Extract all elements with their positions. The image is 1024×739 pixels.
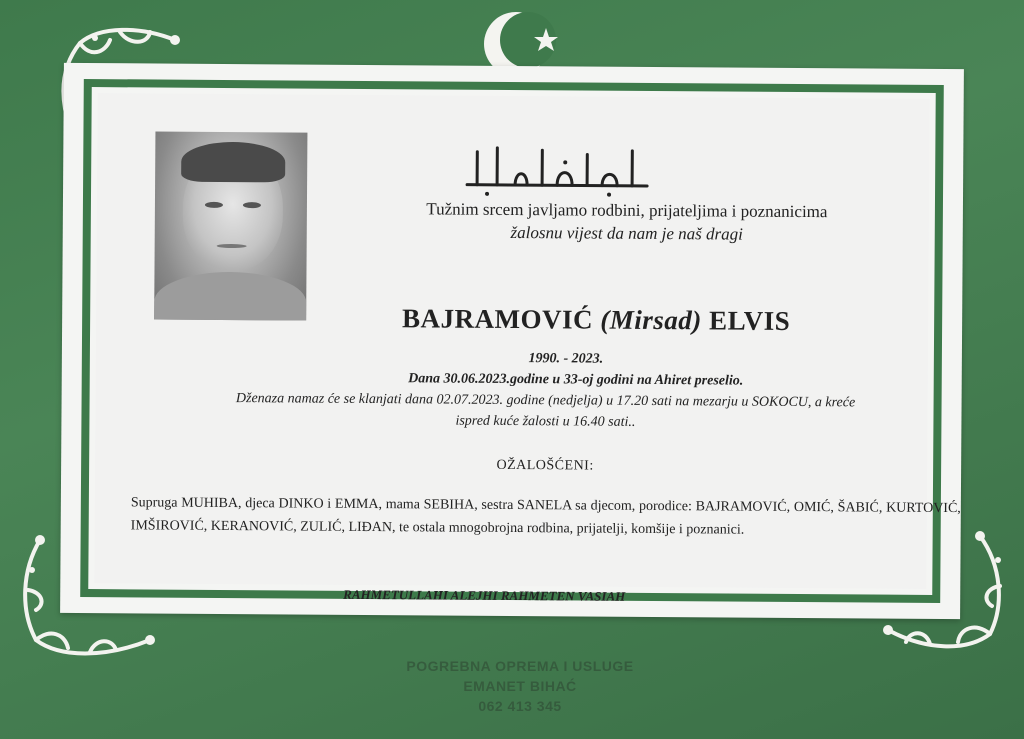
death-date-line: Dana 30.06.2023.godine u 33-oj godini na Ahiret preselio. [408,371,744,389]
dzenaza-line-1: Dženaza namaz će se klanjati dana 02.07.2023. godine (nedjelja) u 17.20 sati na mezarju u SOKOCU, a kreće [235,391,856,411]
footer-phone: 062 413 345 [478,698,562,714]
mourners-list: Supruga MUHIBA, djeca DINKO i EMMA, mama SEBIHA, sestra SANELA sa djecom, porodice: BAJRAMOVIĆ, OMIĆ, ŠABIĆ, KURTOVIĆ, IMŠIROVIĆ, KERANOVIĆ, ZULIĆ, LIĐAN, te ostala mnogobrojna rodbina, prijatelji, komšije i poznanici. [130,495,961,538]
surname: BAJRAMOVIĆ [402,303,594,335]
intro-line-2: žalosnu vijest da nam je naš dragi [510,222,743,244]
life-years: 1990. - 2023. [528,351,604,367]
footer-line-1: POGREBNA OPREMA I USLUGE [406,658,634,674]
obituary-paper [60,63,964,619]
father-name: (Mirsad) [600,304,702,336]
funeral-service-stamp [370,656,670,716]
closing-prayer: RAHMETULLAHI ALEJHI RAHMETEN VASIAH [343,586,626,604]
footer-line-2: EMANET BIHAĆ [463,678,577,694]
first-name: ELVIS [709,305,791,336]
intro-line-1: Tužnim srcem javljamo rodbini, prijateljima i poznanicima [426,199,828,222]
arabic-calligraphy [457,140,657,201]
deceased-name [296,302,896,337]
portrait-photo [154,132,307,321]
mourners-heading: OŽALOŠĆENI: [496,457,594,474]
dzenaza-line-2: ispred kuće žalosti u 16.40 sati.. [455,413,636,430]
obituary-content [94,93,961,604]
